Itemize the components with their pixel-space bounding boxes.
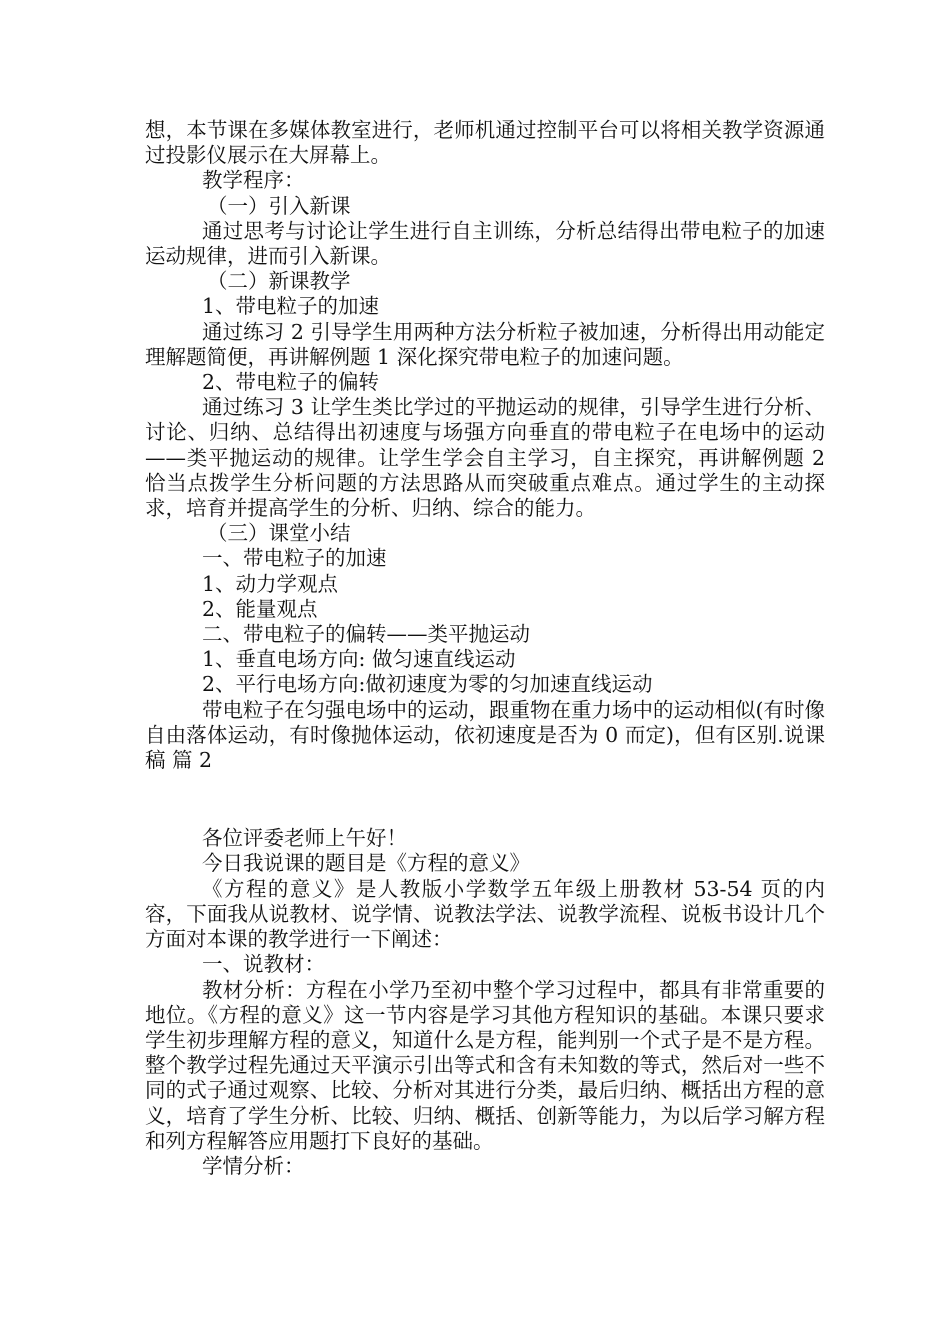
- paragraph: 教学程序：: [202, 168, 305, 193]
- list-item: 一、带电粒子的加速: [202, 546, 387, 571]
- section-spacer: [145, 773, 825, 826]
- paragraph: 教材分析：方程在小学乃至初中整个学习过程中，都具有非常重要的地位。《方程的意义》这一节内容是学习其他方程知识的基础。本课只要求学生初步理解方程的意义，知道什么是方程，能判别一个式子是不是方程。整个教学过程先通过天平演示引出等式和含有未知数的等式，然后对一些不同的式子通过观察、比较、分析对其进行分类，最后归纳、概括出方程的意义，培育了学生分析、比较、归纳、概括、创新等能力，为以后学习解方程和列方程解答应用题打下良好的基础。: [145, 977, 825, 1153]
- document-body: [145, 118, 825, 1179]
- list-item: 2、平行电场方向:做初速度为零的匀加速直线运动: [202, 672, 653, 697]
- list-item: 二、带电粒子的偏转——类平抛运动: [202, 622, 530, 647]
- paragraph: 各位评委老师上午好！: [202, 826, 407, 851]
- paragraph: 通过练习 3 让学生类比学过的平抛运动的规律，引导学生进行分析、讨论、归纳、总结得出初速度与场强方向垂直的带电粒子在电场中的运动——类平抛运动的规律。让学生学会自主学习，自主探究，再讲解例题 2 恰当点拨学生分析问题的方法思路从而突破重点难点。通过学生的主动探求，培育并提高学生的分析、归纳、综合的能力。: [145, 395, 825, 521]
- list-item: 1、动力学观点: [202, 571, 339, 596]
- section-heading: （二）新课教学: [207, 269, 351, 294]
- paragraph: 通过练习 2 引导学生用两种方法分析粒子被加速，分析得出用动能定理解题简便，再讲解例题 1 深化探究带电粒子的加速问题。: [145, 319, 825, 369]
- section-heading: （三）课堂小结: [207, 521, 351, 546]
- section-heading: （一）引入新课: [207, 193, 351, 218]
- paragraph: 学情分析：: [202, 1153, 305, 1178]
- subheading: 1、带电粒子的加速: [202, 294, 380, 319]
- paragraph: 通过思考与讨论让学生进行自主训练，分析总结得出带电粒子的加速运动规律，进而引入新课。: [145, 218, 825, 269]
- section-heading: 一、说教材：: [202, 952, 325, 977]
- paragraph: 带电粒子在匀强电场中的运动，跟重物在重力场中的运动相似(有时像自由落体运动，有时像抛体运动，依初速度是否为 0 而定)，但有区别.说课稿 篇 2: [145, 697, 825, 773]
- paragraph: 《方程的意义》是人教版小学数学五年级上册教材 53-54 页的内容，下面我从说教材、说学情、说教法学法、说教学流程、说板书设计几个方面对本课的教学进行一下阐述：: [145, 876, 825, 952]
- paragraph: 今日我说课的题目是《方程的意义》: [202, 851, 530, 876]
- list-item: 1、垂直电场方向: 做匀速直线运动: [202, 647, 516, 672]
- list-item: 2、能量观点: [202, 596, 318, 621]
- subheading: 2、带电粒子的偏转: [202, 370, 380, 395]
- paragraph: 想，本节课在多媒体教室进行，老师机通过控制平台可以将相关教学资源通过投影仪展示在大屏幕上。: [145, 118, 825, 168]
